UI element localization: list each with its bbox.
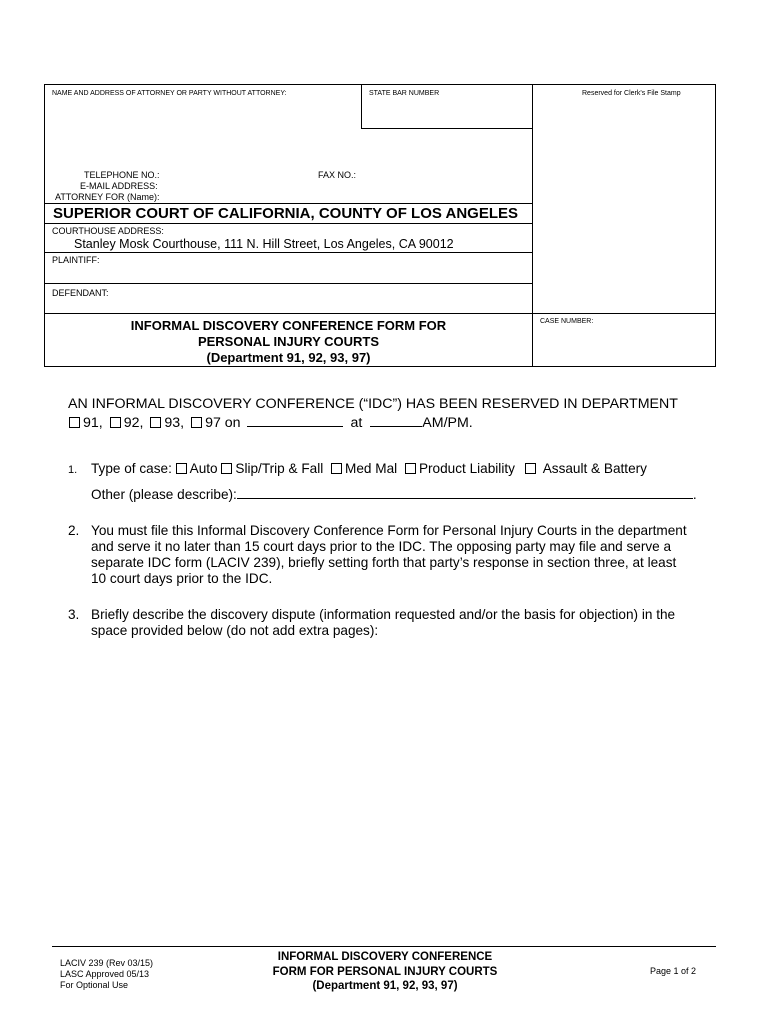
state-bar-label: STATE BAR NUMBER <box>369 90 440 97</box>
footer-form-id: LACIV 239 (Rev 03/15) <box>60 958 154 968</box>
item2-line2: and serve it no later than 15 court days prior to the IDC. The opposing party may file and serve a <box>91 539 672 554</box>
courthouse-address-label: COURTHOUSE ADDRESS: <box>52 226 164 236</box>
other-end: . <box>692 487 697 502</box>
page-number: Page 1 of 2 <box>650 966 697 976</box>
clerk-stamp-label: Reserved for Clerk's File Stamp <box>582 90 681 97</box>
other-row <box>91 486 697 503</box>
auto-label: Auto <box>189 461 218 476</box>
assault-battery-checkbox[interactable] <box>525 463 536 474</box>
footer-title <box>238 950 532 994</box>
assault-battery-label: Assault & Battery <box>542 461 647 476</box>
idc-date-field[interactable] <box>247 414 343 427</box>
item1-number: 1. <box>68 464 78 476</box>
fax-label: FAX NO.: <box>318 170 357 180</box>
item2-number: 2. <box>68 523 80 538</box>
at-label: at <box>350 415 363 431</box>
case-type-label: Type of case: <box>91 461 172 476</box>
footer-approved: LASC Approved 05/13 <box>60 969 150 979</box>
courthouse-address: Stanley Mosk Courthouse, 111 N. Hill Street, Los Angeles, CA 90012 <box>74 237 454 251</box>
form-title <box>44 318 533 366</box>
email-label: E-MAIL ADDRESS: <box>80 181 158 191</box>
court-title: SUPERIOR COURT OF CALIFORNIA, COUNTY OF LOS ANGELES <box>53 205 519 222</box>
item2-line3: separate IDC form (LACIV 239), briefly setting forth that party’s response in section three, at least <box>91 555 677 570</box>
item2-line4: 10 court days prior to the IDC. <box>91 571 273 586</box>
dept-93-label: 93, <box>164 415 185 431</box>
defendant-bottom <box>44 313 716 314</box>
form-top-border <box>44 84 716 85</box>
court-title-top <box>44 203 533 204</box>
item2-line1: You must file this Informal Discovery Conference Form for Personal Injury Courts in the department <box>91 523 687 538</box>
reservation-heading: AN INFORMAL DISCOVERY CONFERENCE (“IDC”) HAS BEEN RESERVED IN DEPARTMENT <box>68 396 678 412</box>
dept-92-checkbox[interactable] <box>110 417 121 428</box>
other-description-field[interactable] <box>237 486 693 499</box>
attorney-name-label: NAME AND ADDRESS OF ATTORNEY OR PARTY WITHOUT ATTORNEY: <box>52 90 287 97</box>
item3-line2: space provided below (do not add extra pages): <box>91 623 379 638</box>
item3-line1: Briefly describe the discovery dispute (information requested and/or the basis for objection) in the <box>91 607 676 622</box>
form-title-bottom <box>44 366 716 367</box>
bar-box-left <box>361 84 362 128</box>
footer-title-line1: INFORMAL DISCOVERY CONFERENCE <box>277 951 493 963</box>
defendant-label: DEFENDANT: <box>52 288 109 298</box>
item2-text <box>91 523 687 587</box>
form-title-line3: (Department 91, 92, 93, 97) <box>206 350 371 365</box>
dept-92-label: 92, <box>123 415 144 431</box>
plaintiff-label: PLAINTIFF: <box>52 255 100 265</box>
dept-97-label: 97 on <box>205 415 241 431</box>
plaintiff-bottom <box>44 283 533 284</box>
auto-checkbox[interactable] <box>176 463 187 474</box>
department-selection-row <box>69 414 473 432</box>
form-title-line2: PERSONAL INJURY COURTS <box>197 334 380 349</box>
bar-box-bottom <box>361 128 533 129</box>
item3-text <box>91 607 675 639</box>
footer-optional: For Optional Use <box>60 980 129 990</box>
footer-rule <box>52 946 716 947</box>
slip-trip-fall-label: Slip/Trip & Fall <box>235 461 324 476</box>
dept-93-checkbox[interactable] <box>150 417 161 428</box>
court-title-bottom <box>44 223 533 224</box>
footer-form-info <box>60 958 153 991</box>
attorney-for-label: ATTORNEY FOR (Name): <box>55 192 160 202</box>
dept-91-label: 91, <box>83 415 103 431</box>
med-mal-label: Med Mal <box>345 461 398 476</box>
item3-number: 3. <box>68 607 80 622</box>
footer-title-line2: FORM FOR PERSONAL INJURY COURTS <box>272 965 498 978</box>
idc-time-field[interactable] <box>370 414 422 427</box>
case-number-label: CASE NUMBER: <box>540 318 594 325</box>
med-mal-checkbox[interactable] <box>331 463 342 474</box>
case-type-row <box>91 461 647 477</box>
telephone-label: TELEPHONE NO.: <box>84 170 160 180</box>
footer-title-line3: (Department 91, 92, 93, 97) <box>312 980 458 992</box>
form-right-border <box>715 84 716 366</box>
ampm-label: AM/PM. <box>422 415 473 431</box>
address-bottom <box>44 252 533 253</box>
other-label: Other (please describe): <box>91 487 237 502</box>
slip-trip-fall-checkbox[interactable] <box>221 463 232 474</box>
dept-97-checkbox[interactable] <box>191 417 202 428</box>
discovery-dispute-area[interactable] <box>68 648 708 938</box>
form-title-line1: INFORMAL DISCOVERY CONFERENCE FORM FOR <box>130 318 447 333</box>
product-liability-label: Product Liability <box>418 461 515 476</box>
product-liability-checkbox[interactable] <box>405 463 416 474</box>
dept-91-checkbox[interactable] <box>69 417 80 428</box>
